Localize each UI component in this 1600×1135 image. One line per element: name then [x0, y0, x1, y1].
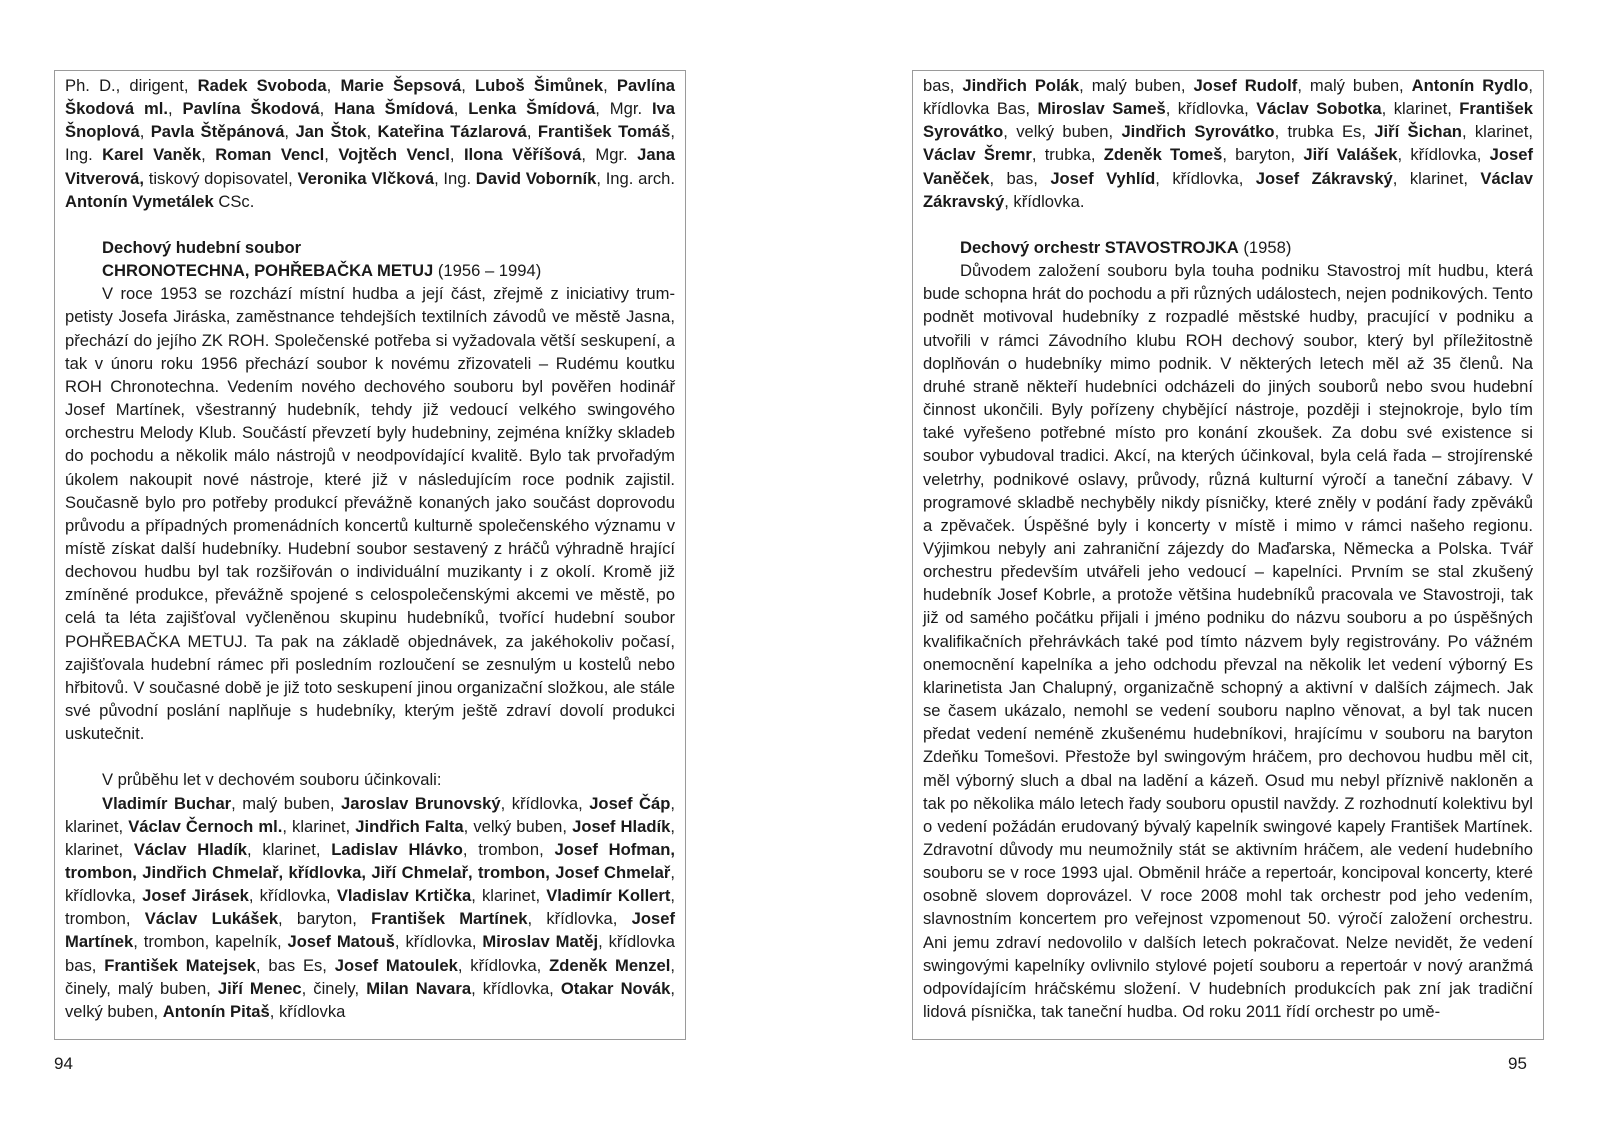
member-name: Josef Rudolf: [1193, 76, 1298, 95]
member-name: Vladimír Buchar: [102, 793, 232, 813]
member-name: Otakar Novák: [560, 978, 671, 998]
member-name: Lenka Šmídová: [468, 99, 596, 119]
right-page: [912, 70, 1544, 1040]
member-name: Ilona Věříšová: [463, 145, 582, 165]
member-name: František Martínek: [371, 909, 528, 929]
member-name: František Matejsek: [104, 955, 256, 975]
member-name: Pavla Štěpánová: [150, 122, 285, 142]
member-name: Jaroslav Brunovský: [341, 793, 501, 813]
member-name: Jana Vitverová,: [65, 145, 675, 188]
member-name: Roman Vencl: [215, 145, 325, 165]
member-name: Antonín Pitaš: [162, 1001, 270, 1021]
member-name: Josef Jirásek: [142, 886, 249, 906]
member-name: Josef Vyhlíd: [1050, 168, 1156, 188]
member-name: Josef Čáp: [589, 793, 671, 813]
member-name: Jiří Valášek: [1303, 145, 1398, 165]
stavostrojka-history-paragraph: Důvodem založení souboru byla touha podniku Stavostroj mít hudbu, která bude schopna hrát do pochodu a při různých událostech, nejen podnikových. Tento podnět motivoval hudebníky z rozpadlé městské hudby, pracující v podniku a utvořili v rámci Závodního klubu ROH dechový soubor, který byl příležitostně doplňován o hudebníky mimo podnik. V některých letech měl až 35 členů. Na druhé straně někteří hudebníci odcházeli do jiných souborů nebo svou hudební činnost ukončili. Byly pořízeny chybějící nástroje, později i stejnokroje, bylo tím také vyřešeno potřebné místo pro konání zkoušek. Za dobu své existence si soubor vybudoval tradici. Akcí, na kterých účinkoval, byla celá řada – strojírenské veletrhy, podnikové oslavy, průvody, různá kulturní výročí a taneční zábavy. V programové skladbě nechyběly nikdy písničky, které zněly v podání řady zpěváků a zpěvaček. Úspěšné byly i koncerty v místě i mimo v rámci našeho regionu. Výjimkou nebyly ani zahraniční zájezdy do Maďarska, Německa a Polska. Tvář orchestru především utvářeli jeho vedoucí – kapelníci. Prvním se stal zkušený hudebník Josef Kobrle, a protože většina hudebníků pracovala ve Stavostroji, tak již od samého počátku přijali i jméno podniku do názvu souboru a po úspěšných kvalifikačních přehrávkách také pod tímto názvem byly registrovány. Po vážném onemocnění kapelníka a jeho odchodu převzal na několik let vedení výborný Es klarinetista Jan Chalupný, organizačně schopný a aktivní v dalších zájmech. Jak se časem ukázalo, nemohl se vedení souboru naplno věnovat, a byl tak nucen předat vedení neméně zkušenému hudebníkovi, hrajícímu v souboru na baryton Zdeňku Tomešovi. Přestože byl swingovým hráčem, pro dechovou hudbu měl cit, měl výborný sluch a dbal na ladění a kázeň. Osud mu nebyl příznivě nakloněn a tak po několika málo letech řady souboru opustil navždy. Z rozhodnutí kolektivu byl o vedení požádán erudovaný bývalý kapelník swingové kapely František Martínek. Zdravotní důvody mu neumožnily stát se aktivním hráčem, ale vedení hudebního souboru se v roce 1993 ujal. Obměnil hráče a repertoár, koncipoval koncerty, které osobně slovem doprovázel. V roce 2008 mohl tak orchestr pod jeho vedením, slavnostním koncertem pro veřejnost vzpomenout 50. výročí založení orchestru. Ani jemu zdraví nedovolilo v dalších letech pokračovat. Nelze nevidět, že vedení swingovými kapelníky ovlivnilo stylové pojetí souboru a repertoár v nový aranžmá odpovídajícím hráčskému složení. V hudebních produkcích pak zní jak tradiční lidová písnička, tak taneční hudba. Od roku 2011 řídí orchestr po umě-: [923, 261, 1533, 1022]
member-name: Josef Martínek: [65, 909, 675, 952]
chronotechna-heading-line1: Dechový hudební soubor: [102, 237, 302, 257]
member-name: Jindřich Falta: [355, 816, 464, 836]
chronotechna-history-paragraph: V roce 1953 se rozchází místní hudba a její část, zřejmě z iniciativy trumpetisty Josefa Jiráska, zaměstnance tehdejších textilních závodů ve městě Jasna, přechází do jejího ZK ROH. Společenské potřeba si vyžadovala větší seskupení, a tak v únoru roku 1956 přechází soubor k novému zřizovateli – Rudému koutku ROH Chronotechna. Vedením nového dechového souboru byl pověřen hodinář Josef Martínek, všestranný hudebník, tehdy již vedoucí velkého swingového orchestru Melody Klub. Součástí převzetí byly hudebniny, zejména knížky skladeb do pochodu a několik málo nástrojů v neodpovídající kvalitě. Bylo tak prvořadým úkolem nakoupit nové nástroje, které již v následujícím roce podnik zajistil. Současně bylo pro potřeby produkcí převážně konaných jako součást doprovodu průvodu a případných promenádních koncertů kulturně společenského významu v místě získat další hudebníky. Hudební soubor sestavený z hráčů výhradně hrající dechovou hudbu byl tak rozšiřován o individuální muzikanty i z okolí. Kromě již zmíněné produkce, převážně spojené s celospolečenskými akcemi ve městě, po celá ta léta zajišťoval vyčleněnou skupinu hudebníků, tvořící hudební soubor POHŘEBAČKA METUJ. Ta pak na základě objednávek, za jakéhokoliv počasí, zajišťovala hudební rámec při posledním rozloučení se zesnulým u kostelů nebo hřbitovů. V současné době je již toto seskupení jinou organizační složkou, ale stále své původní poslání naplňuje s hudebníky, kterým ještě zdraví dovolí produkci uskutečnit.: [65, 284, 675, 744]
member-name: Václav Sobotka: [1256, 99, 1382, 119]
member-name: Luboš Šimůnek: [475, 76, 604, 95]
page-number-left: 94: [54, 1054, 73, 1073]
member-name: František Tomáš: [537, 122, 671, 142]
member-name: Vladislav Krtička: [336, 886, 472, 906]
member-name: Milan Navara: [366, 978, 472, 998]
member-name: Josef Hladík: [572, 816, 671, 836]
member-name: Václav Hladík: [133, 839, 248, 859]
member-name: Jindřich Syrovátko: [1121, 122, 1275, 142]
left-intro-names: Ph. D., dirigent, Radek Svoboda, Marie Šepsová, Luboš Šimůnek, Pavlína Škodová ml., Pavlína Škodová, Hana Šmídová, Lenka Šmídová, Mgr. Iva Šnoplová, Pavla Štěpánová, Jan Štok, Kateřina Tázlarová, František Tomáš, Ing. Karel Vaněk, Roman Vencl, Vojtěch Vencl, Ilona Věříšová, Mgr. Jana Vitverová, tiskový dopisovatel, Veronika Vlčková, Ing. David Voborník, Ing. arch. Antonín Vymetálek CSc.: [65, 76, 676, 211]
member-name: Antonín Rydlo: [1411, 76, 1529, 95]
member-name: Miroslav Sameš: [1037, 99, 1166, 119]
member-name: Jan Štok: [295, 122, 367, 142]
page-number-right: 95: [1508, 1054, 1527, 1073]
member-name: Josef Matouš: [287, 932, 395, 952]
member-name: Josef Zákravský: [1255, 168, 1393, 188]
member-name: Antonín Vymetálek: [65, 191, 214, 211]
member-name: Zdeněk Tomeš: [1103, 145, 1223, 165]
member-name: Miroslav Matěj: [482, 932, 599, 952]
member-name: Jiří Šichan: [1374, 122, 1462, 142]
members-list: Vladimír Buchar, malý buben, Jaroslav Brunovský, křídlovka, Josef Čáp, klarinet, Václav Černoch ml., klarinet, Jindřich Falta, velký buben, Josef Hladík, klarinet, Václav Hladík, klarinet, Ladislav Hlávko, trombon, Josef Hofman, trombon, Jindřich Chmelař, křídlovka, Jiří Chmelař, trombon, Josef Chmelař, křídlovka, Josef Jirásek, křídlovka, Vladislav Krtička, klarinet, Vladimír Kollert, trombon, Václav Lukášek, baryton, František Martínek, křídlovka, Josef Martínek, trombon, kapelník, Josef Matouš, křídlovka, Miroslav Matěj, křídlovka bas, František Matejsek, bas Es, Josef Matoulek, křídlovka, Zdeněk Menzel, činely, malý buben, Jiří Menec, činely, Milan Navara, křídlovka, Otakar Novák, velký buben, Antonín Pitaš, křídlovka: [65, 793, 676, 1021]
member-name: Iva Šnoplová: [65, 99, 676, 142]
chronotechna-heading-line2: CHRONOTECHNA, POHŘEBAČKA METUJ (1956 – 1994): [102, 261, 542, 281]
member-name: David Voborník: [475, 168, 597, 188]
member-name: Josef Matoulek: [334, 955, 458, 975]
member-name: Václav Černoch ml.: [128, 816, 283, 836]
member-name: Vladimír Kollert: [546, 886, 671, 906]
member-name: Jindřich Polák: [962, 76, 1080, 95]
member-name: Marie Šepsová: [340, 76, 462, 95]
member-name: Pavlína Škodová: [182, 99, 320, 119]
member-name: František Syrovátko: [923, 99, 1534, 142]
members-list-continued: bas, Jindřich Polák, malý buben, Josef Rudolf, malý buben, Antonín Rydlo, křídlovka Bas, Miroslav Sameš, křídlovka, Václav Sobotka, klarinet, František Syrovátko, velký buben, Jindřich Syrovátko, trubka Es, Jiří Šichan, klarinet, Václav Šremr, trubka, Zdeněk Tomeš, baryton, Jiří Valášek, křídlovka, Josef Vaněček, bas, Josef Vyhlíd, křídlovka, Josef Zákravský, klarinet, Václav Zákravský, křídlovka.: [923, 76, 1534, 211]
member-name: Radek Svoboda: [197, 76, 327, 95]
member-name: Pavlína Škodová ml.: [65, 76, 675, 119]
member-name: Kateřina Tázlarová: [377, 122, 527, 142]
member-name: Karel Vaněk: [102, 145, 202, 165]
member-name: Václav Lukášek: [144, 909, 279, 929]
member-name: Václav Šremr: [923, 145, 1032, 165]
member-name: Václav Zákravský: [923, 168, 1533, 211]
member-name: Vojtěch Vencl: [338, 145, 450, 165]
member-name: Hana Šmídová: [334, 99, 454, 119]
left-page: [54, 70, 686, 1040]
member-name: Jiří Menec: [217, 978, 302, 998]
member-name: Ladislav Hlávko: [331, 839, 463, 859]
member-name: Josef Hofman, trombon, Jindřich Chmelař, křídlovka, Jiří Chmelař, trombon, Josef Chmelař: [65, 839, 675, 882]
member-name: Veronika Vlčková: [297, 168, 435, 188]
stavostrojka-heading: Dechový orchestr STAVOSTROJKA (1958): [960, 237, 1292, 257]
members-intro: V průběhu let v dechovém souboru účinkovali:: [102, 770, 442, 790]
member-name: Zdeněk Menzel: [549, 955, 671, 975]
member-name: Josef Vaněček: [923, 145, 1533, 188]
